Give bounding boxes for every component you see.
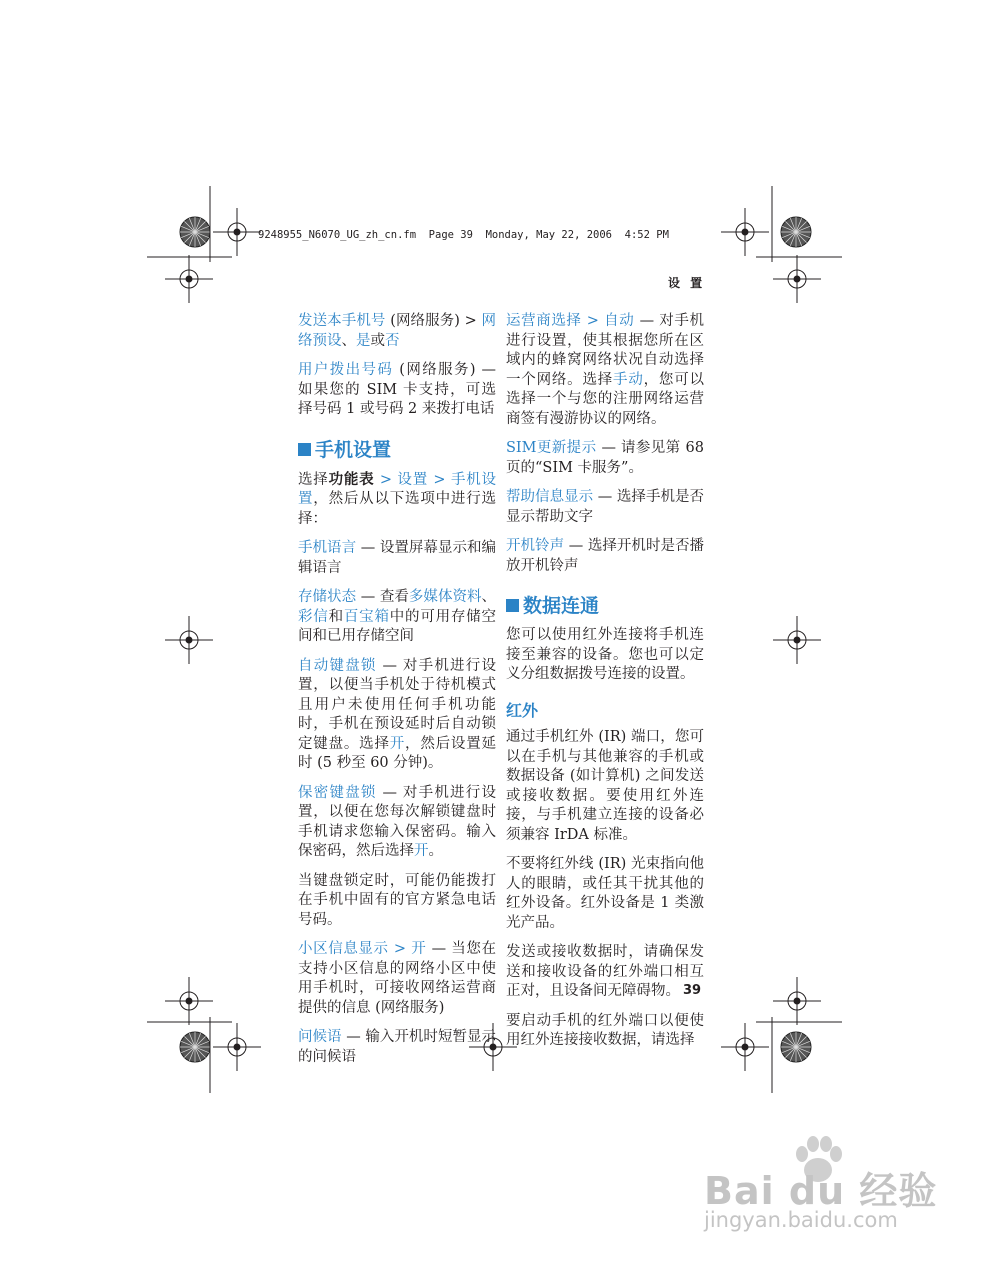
menu-term: 手机语言 bbox=[298, 540, 357, 556]
menu-term: 否 bbox=[385, 332, 400, 349]
menu-term: 运营商选择 bbox=[506, 313, 582, 329]
page-number: 39 bbox=[683, 983, 702, 998]
text: — 请参见第 68 页的“SIM 卡服务”。 bbox=[506, 440, 704, 476]
paragraph bbox=[298, 588, 496, 647]
menu-term: 问候语 bbox=[298, 1029, 342, 1045]
section-heading bbox=[506, 594, 704, 618]
text: 和 bbox=[328, 608, 344, 625]
menu-term: 设置 bbox=[397, 471, 428, 488]
menu-term: 手动 bbox=[613, 371, 644, 388]
text: ，您可以选择一个与您的注册网络运营商签有漫游协议的网络。 bbox=[506, 371, 705, 427]
paragraph: 通过手机红外 (IR) 端口，您可以在手机与其他兼容的手机或数据设备 (如计算机) 之间发送或接收数据。要使用红外连接，与手机建立连接的设备必须兼容 IrDA 标准。 bbox=[506, 729, 704, 843]
text: 或 bbox=[370, 332, 385, 349]
menu-term: 开 bbox=[414, 843, 429, 859]
paragraph bbox=[298, 940, 496, 1018]
menu-term: 开 bbox=[389, 735, 406, 752]
text: — 当您在支持小区信息的网络小区中使用手机时，可接收网络运营商提供的信息 (网络服务) bbox=[298, 941, 497, 1016]
paragraph bbox=[298, 657, 496, 774]
menu-term: 保密键盘锁 bbox=[298, 784, 377, 801]
text: — 选择手机是否显示帮助文字 bbox=[506, 489, 705, 525]
paragraph bbox=[298, 312, 496, 351]
paragraph bbox=[506, 439, 704, 478]
text: — 选择开机时是否播放开机铃声 bbox=[506, 538, 705, 574]
menu-term: SIM更新提示 bbox=[506, 440, 597, 456]
paragraph bbox=[298, 539, 496, 578]
section-heading-text: 数据连通 bbox=[523, 595, 600, 617]
text: — 设置屏幕显示和编辑语言 bbox=[298, 540, 497, 576]
menu-term: 用户拨出号码 bbox=[298, 362, 394, 378]
menu-term: 帮助信息显示 bbox=[506, 489, 594, 505]
subsection-heading: 红外 bbox=[506, 700, 539, 720]
menu-term: 开机铃声 bbox=[506, 538, 565, 554]
section-heading-text: 手机设置 bbox=[315, 438, 392, 461]
text: > bbox=[388, 941, 412, 957]
menu-term: 手机设置 bbox=[298, 471, 497, 507]
text: 中的可用存储空间和已用存储空间 bbox=[298, 608, 497, 644]
paragraph: 要启动手机的红外端口以便使用红外连接接收数据，请选择 bbox=[506, 1012, 704, 1048]
file-header-line: 9248955_N6070_UG_zh_cn.fm Page 39 Monday, May 22, 2006 4:52 PM bbox=[258, 229, 669, 241]
menu-term: 自动键盘锁 bbox=[298, 657, 377, 674]
paragraph bbox=[298, 1028, 496, 1067]
text: ，然后从以下选项中进行选择： bbox=[298, 491, 497, 527]
text: 、 bbox=[481, 589, 497, 605]
paragraph bbox=[298, 784, 496, 862]
text: (网络服务) — 如果您的 SIM 卡支持，可选择号码 1 或号码 2 来拨打电话 bbox=[298, 362, 496, 417]
menu-term: 发送本手机号 bbox=[298, 313, 386, 329]
paragraph: 您可以使用红外连接将手机连接至兼容的设备。您也可以定义分组数据拨号连接的设置。 bbox=[506, 627, 704, 682]
menu-term: 网络预设 bbox=[298, 313, 496, 349]
left-column bbox=[298, 312, 496, 1077]
menu-term: 存储状态 bbox=[298, 589, 357, 605]
paragraph bbox=[506, 488, 704, 527]
text: — 输入开机时短暂显示的问候语 bbox=[298, 1029, 497, 1065]
watermark-url: jingyan.baidu.com bbox=[704, 1208, 898, 1232]
text: 选择 bbox=[298, 471, 329, 488]
paragraph bbox=[298, 470, 496, 530]
paragraph bbox=[506, 312, 704, 429]
paragraph: 发送或接收数据时，请确保发送和接收设备的红外端口相互正对，且设备间无障碍物。 bbox=[506, 944, 704, 999]
text: — 对手机进行设置，以便当手机处于待机模式且用户未使用任何手机功能时，手机在预设延时后自动锁定键盘。选择 bbox=[298, 657, 497, 752]
watermark bbox=[700, 1130, 940, 1240]
text: 。 bbox=[428, 843, 443, 859]
menu-term: 开 bbox=[411, 941, 427, 957]
text: 、 bbox=[341, 332, 356, 349]
paragraph bbox=[298, 361, 496, 420]
text: > bbox=[427, 471, 451, 488]
menu-term: 是 bbox=[356, 332, 371, 349]
menu-term: 自动 bbox=[604, 313, 635, 329]
paragraph: 不要将红外线 (IR) 光束指向他人的眼睛，或任其干扰其他的红外设备。红外设备是 1 类激光产品。 bbox=[506, 856, 704, 931]
text: > bbox=[581, 313, 605, 329]
menu-term: 小区信息显示 bbox=[298, 941, 389, 957]
menu-term: 多媒体资料 bbox=[408, 589, 482, 605]
square-bullet-icon bbox=[506, 599, 519, 612]
running-head: 设 置 bbox=[668, 276, 706, 290]
watermark-logo: Bai du 经验 bbox=[704, 1169, 938, 1213]
text: — 对手机进行设置，以便在您每次解锁键盘时手机请求您输入保密码。输入保密码，然后选择 bbox=[298, 784, 497, 859]
square-bullet-icon bbox=[298, 443, 311, 456]
section-heading bbox=[298, 438, 496, 462]
menu-term: 百宝箱 bbox=[343, 608, 390, 625]
right-column bbox=[506, 312, 704, 1061]
text: > bbox=[374, 471, 398, 488]
menu-term-bold: 功能表 bbox=[328, 470, 375, 488]
paragraph: 当键盘锁定时，可能仍能拨打在手机中固有的官方紧急电话号码。 bbox=[298, 872, 496, 928]
paragraph bbox=[506, 537, 704, 576]
menu-term: 彩信 bbox=[298, 608, 329, 625]
text: — 查看 bbox=[356, 589, 409, 605]
text: (网络服务) > bbox=[385, 313, 482, 329]
text: — 对手机进行设置，使其根据您所在区域内的蜂窝网络状况自动选择一个网络。选择 bbox=[506, 313, 705, 388]
text: ，然后设置延时 (5 秒至 60 分钟)。 bbox=[298, 735, 497, 771]
